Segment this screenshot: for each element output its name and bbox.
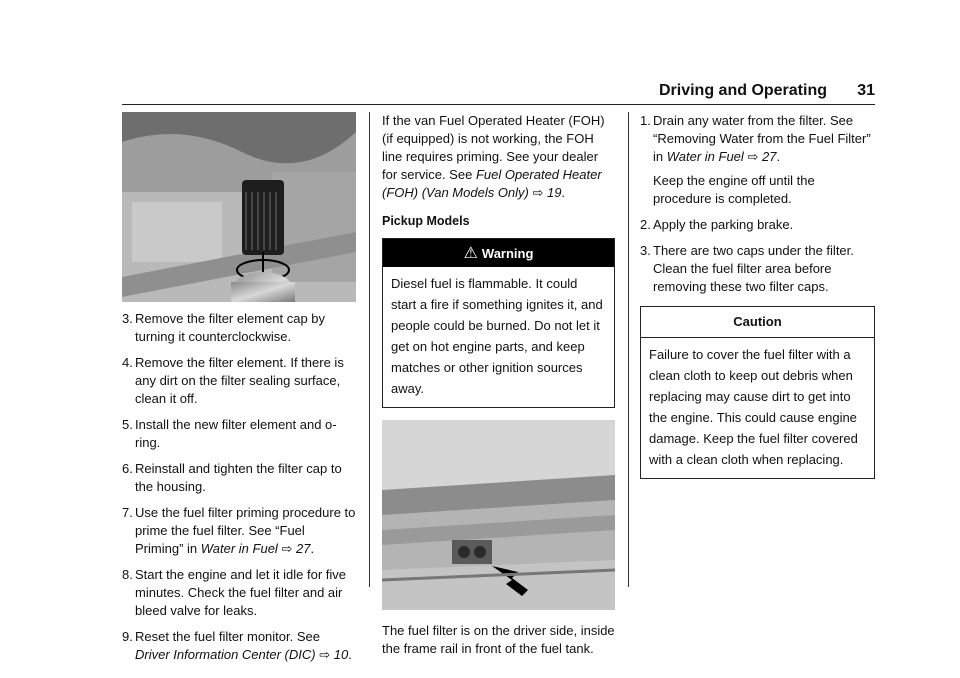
- list-item: 6. Reinstall and tighten the filter cap to the housing.: [122, 461, 342, 494]
- fuel-filter-location-photo: [382, 420, 615, 610]
- caution-header: Caution: [641, 307, 874, 338]
- steps-list-right: [640, 112, 875, 296]
- list-item: 1. Drain any water from the filter. See “Removing Water from the Fuel Filter” in Water in Fuel ⇨ 27. Keep the engine off until the procedure is completed.: [640, 112, 875, 208]
- column-divider: [369, 112, 370, 587]
- ref-link-foh[interactable]: Fuel Operated Heater (FOH) (Van Models Only): [382, 167, 602, 200]
- ref-link-water-in-fuel[interactable]: Water in Fuel: [200, 541, 278, 556]
- steps-list-left: [122, 310, 356, 664]
- page-arrow-icon: ⇨: [747, 149, 759, 164]
- step-note: Keep the engine off until the procedure is completed.: [653, 173, 815, 206]
- pickup-models-heading: Pickup Models: [382, 214, 470, 228]
- list-item: 8. Start the engine and let it idle for five minutes. Check the fuel filter and air bleed valve for leaks.: [122, 567, 347, 618]
- list-item: 4. Remove the filter element. If there is any dirt on the filter sealing surface, clean it off.: [122, 355, 344, 406]
- filter-location-caption: The fuel filter is on the driver side, inside the frame rail in front of the fuel tank.: [382, 623, 615, 656]
- caution-box: [640, 306, 875, 479]
- section-title: Driving and Operating: [658, 82, 827, 99]
- warning-icon: ⚠: [463, 245, 478, 262]
- list-item: 5. Install the new filter element and o-ring.: [122, 417, 337, 450]
- ref-link-dic[interactable]: Driver Information Center (DIC): [135, 647, 316, 662]
- warning-header: ⚠ Warning: [383, 239, 614, 267]
- page-header: [122, 80, 875, 105]
- column-left: [122, 112, 356, 664]
- column-right: [640, 112, 875, 479]
- warning-text: Diesel fuel is flammable. It could start a fire if something ignites it, and people could be burned. Do not let it get on hot engine parts, and keep matches or other ignition sources away.: [391, 276, 603, 396]
- warning-box: [382, 238, 615, 408]
- page-number: 31: [857, 82, 875, 99]
- list-item: 7. Use the fuel filter priming procedure to prime the fuel filter. See “Fuel Priming” in Water in Fuel ⇨ 27.: [122, 505, 356, 556]
- page-arrow-icon: ⇨: [532, 185, 544, 200]
- page-arrow-icon: ⇨: [319, 647, 331, 662]
- list-item: 9. Reset the fuel filter monitor. See Driver Information Center (DIC) ⇨ 10.: [122, 629, 352, 662]
- page-arrow-icon: ⇨: [281, 541, 293, 556]
- filter-element-photo: [122, 112, 356, 302]
- foh-paragraph: If the van Fuel Operated Heater (FOH) (if equipped) is not working, the FOH line requires priming. See your dealer for service. See Fuel Operated Heater (FOH) (Van Models Only) ⇨ 19.: [382, 113, 605, 200]
- ref-link-water-in-fuel[interactable]: Water in Fuel: [666, 149, 744, 164]
- caution-text: Failure to cover the fuel filter with a clean cloth to keep out debris when replacing may cause dirt to get into the engine. This could cause engine damage. Keep the fuel filter covered with a clean cloth when replacing.: [649, 347, 858, 467]
- column-divider: [628, 112, 629, 587]
- list-item: 3. Remove the filter element cap by turning it counterclockwise.: [122, 311, 326, 344]
- column-middle: [382, 112, 615, 658]
- list-item: 2. Apply the parking brake.: [640, 217, 794, 232]
- list-item: 3. There are two caps under the filter. Clean the fuel filter area before removing these two filter caps.: [640, 243, 854, 294]
